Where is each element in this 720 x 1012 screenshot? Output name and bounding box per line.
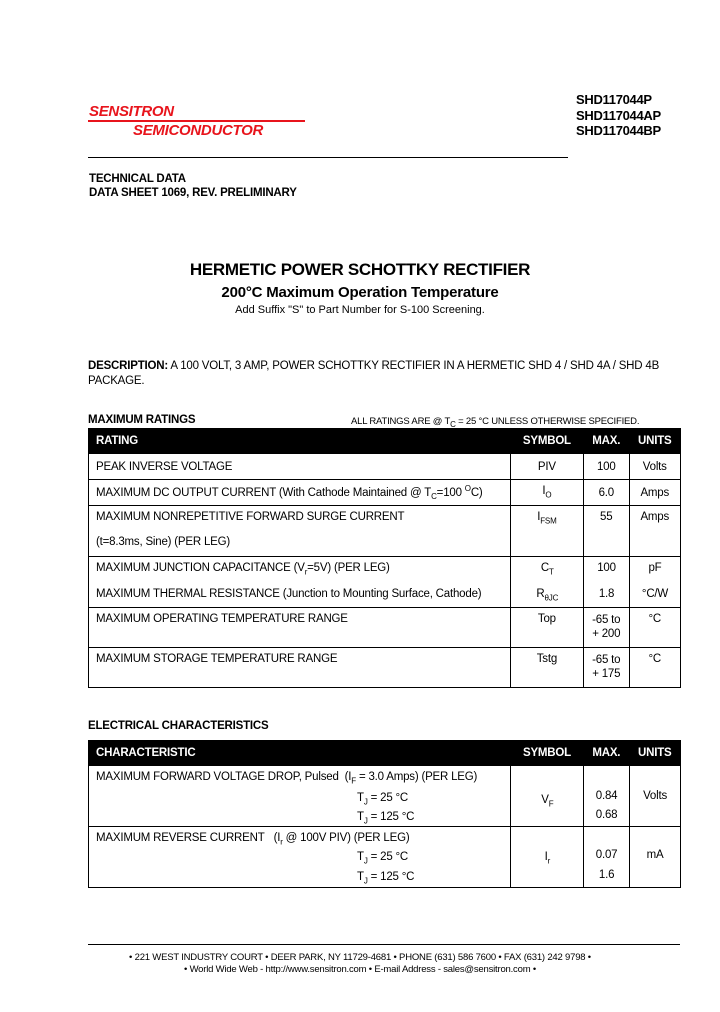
footer-rule bbox=[88, 944, 680, 945]
rating-symbol: PIV bbox=[510, 454, 583, 480]
rating-symbol: Top bbox=[510, 608, 583, 648]
electrical-title: ELECTRICAL CHARACTERISTICS bbox=[88, 720, 269, 732]
part-number: SHD117044P bbox=[576, 92, 652, 107]
characteristic-symbol: $V_F$ bbox=[510, 766, 583, 827]
footer-address: • 221 WEST INDUSTRY COURT • DEER PARK, NY 11729-4681 • PHONE (631) 586 7600 • FAX (631) 242 9798 • bbox=[129, 952, 591, 963]
rating-symbol: $C_T$ $R_{\theta JC}$ bbox=[510, 557, 583, 608]
rating-label: MAXIMUM DC OUTPUT CURRENT (With Cathode Maintained @ $T_C=100$ $^O$C) bbox=[89, 480, 511, 506]
rating-units: pF °C/W bbox=[629, 557, 681, 608]
table-row bbox=[89, 827, 681, 888]
rating-units: Amps bbox=[629, 480, 681, 506]
table-row bbox=[89, 557, 681, 608]
page-title: HERMETIC POWER SCHOTTKY RECTIFIER bbox=[189, 260, 531, 279]
table-row bbox=[89, 506, 681, 557]
header-max: MAX. bbox=[584, 429, 629, 454]
rating-label: MAXIMUM JUNCTION CAPACITANCE $(V_r=5V)$ (PER LEG) MAXIMUM THERMAL RESISTANCE (Junction to Mounting Surface, Cathode) bbox=[89, 557, 511, 608]
rating-label: PEAK INVERSE VOLTAGE bbox=[89, 454, 511, 480]
rating-units: Amps bbox=[629, 506, 681, 557]
table-row bbox=[89, 648, 681, 688]
part-number: SHD117044BP bbox=[576, 123, 661, 138]
rating-max: -65 to + 175 bbox=[584, 648, 629, 688]
characteristic-max: 0.84 0.68 bbox=[584, 766, 629, 827]
technical-data-line: TECHNICAL DATA bbox=[89, 173, 186, 185]
table-row bbox=[89, 480, 681, 506]
screening-note: Add Suffix "S" to Part Number for S-100 Screening. bbox=[235, 304, 485, 316]
rating-max: 6.0 bbox=[584, 480, 629, 506]
characteristic-label: MAXIMUM REVERSE CURRENT ($I_r$ @ 100V PIV) (PER LEG) $T_J = 25$ °C $T_J = 125$ °C bbox=[89, 827, 511, 888]
technical-data bbox=[89, 172, 297, 200]
characteristic-max: 0.07 1.6 bbox=[584, 827, 629, 888]
part-numbers bbox=[576, 92, 661, 139]
rating-max: 55 bbox=[584, 506, 629, 557]
description-label: DESCRIPTION: bbox=[88, 360, 169, 372]
rating-units: Volts bbox=[629, 454, 681, 480]
data-sheet-line: DATA SHEET 1069, REV. PRELIMINARY bbox=[89, 187, 297, 199]
header-symbol: SYMBOL bbox=[510, 429, 583, 454]
rating-symbol: $I_{FSM}$ bbox=[510, 506, 583, 557]
footer-contact: • World Wide Web - http://www.sensitron.com • E-mail Address - sales@sensitron.com • bbox=[184, 964, 536, 975]
electrical-table bbox=[88, 740, 681, 888]
rating-label: MAXIMUM STORAGE TEMPERATURE RANGE bbox=[89, 648, 511, 688]
characteristic-symbol: $I_r$ bbox=[510, 827, 583, 888]
rating-max: 100 1.8 bbox=[584, 557, 629, 608]
characteristic-label: MAXIMUM FORWARD VOLTAGE DROP, Pulsed ($I_F = 3.0$ Amps) (PER LEG) $T_J = 25$ °C $T_J = 125$ °C bbox=[89, 766, 511, 827]
table-row bbox=[89, 608, 681, 648]
part-number: SHD117044AP bbox=[576, 107, 661, 123]
table-row bbox=[89, 766, 681, 827]
description-text: A 100 VOLT, 3 AMP, POWER SCHOTTKY RECTIFIER IN A HERMETIC SHD 4 / SHD 4A / SHD 4B PACKAGE. bbox=[88, 360, 660, 387]
characteristic-units: mA bbox=[629, 827, 680, 888]
max-ratings-title: MAXIMUM RATINGS bbox=[88, 414, 196, 426]
rating-max: -65 to + 200 bbox=[584, 608, 629, 648]
page-subtitle: 200°C Maximum Operation Temperature bbox=[221, 284, 499, 301]
header-rating: RATING bbox=[89, 429, 511, 454]
max-ratings-table bbox=[88, 428, 681, 688]
rating-symbol: Tstg bbox=[510, 648, 583, 688]
logo-line-1: SENSITRON bbox=[89, 103, 174, 120]
logo-line-2: SEMICONDUCTOR bbox=[133, 122, 263, 139]
header-units: UNITS bbox=[629, 429, 681, 454]
header-rule bbox=[88, 157, 568, 158]
table-header-row bbox=[89, 741, 681, 766]
rating-label: MAXIMUM OPERATING TEMPERATURE RANGE bbox=[89, 608, 511, 648]
rating-symbol: $I_O$ bbox=[510, 480, 583, 506]
header-units: UNITS bbox=[629, 741, 680, 766]
rating-label: MAXIMUM NONREPETITIVE FORWARD SURGE CURRENT (t=8.3ms, Sine) (PER LEG) bbox=[89, 506, 511, 557]
description bbox=[88, 359, 678, 389]
rating-units: °C bbox=[629, 648, 681, 688]
rating-units: °C bbox=[629, 608, 681, 648]
characteristic-units: Volts bbox=[629, 766, 680, 827]
table-header-row bbox=[89, 429, 681, 454]
header-symbol: SYMBOL bbox=[510, 741, 583, 766]
header-max: MAX. bbox=[584, 741, 629, 766]
ratings-note: ALL RATINGS ARE @ $T_C = 25$ °C UNLESS OTHERWISE SPECIFIED. bbox=[351, 416, 640, 429]
header-characteristic: CHARACTERISTIC bbox=[89, 741, 511, 766]
rating-max: 100 bbox=[584, 454, 629, 480]
table-row bbox=[89, 454, 681, 480]
